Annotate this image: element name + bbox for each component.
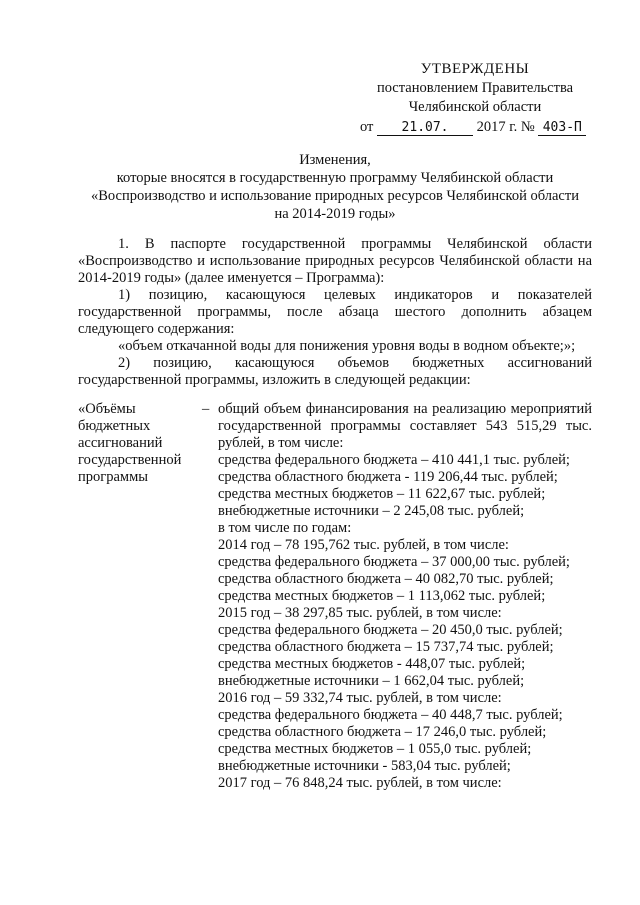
- funding-line: средства федерального бюджета – 40 448,7 тыс. рублей;: [218, 707, 563, 723]
- funding-label: «Объёмы бюджетных ассигнований государственной программы: [78, 401, 182, 485]
- funding-line: 2017 год – 76 848,24 тыс. рублей, в том числе:: [218, 775, 502, 791]
- funding-line: средства областного бюджета – 40 082,70 тыс. рублей;: [218, 571, 554, 587]
- funding-line: средства местных бюджетов – 1 055,0 тыс. рублей;: [218, 741, 532, 757]
- funding-line: внебюджетные источники – 2 245,08 тыс. рублей;: [218, 503, 525, 519]
- heading-line-3: «Воспроизводство и использование природных ресурсов Челябинской области: [91, 188, 579, 204]
- document-heading: [70, 151, 600, 223]
- funding-details: [218, 401, 592, 792]
- handwritten-date: 21.07.: [377, 120, 473, 136]
- heading-line-1: Изменения,: [299, 152, 371, 168]
- approval-block: [360, 60, 590, 137]
- funding-line: внебюджетные источники - 583,04 тыс. рублей;: [218, 758, 511, 774]
- funding-line: средства федерального бюджета – 410 441,1 тыс. рублей;: [218, 452, 570, 468]
- paragraph-3: «объем откачанной воды для понижения уровня воды в водном объекте;»;: [118, 338, 576, 354]
- funding-line: средства федерального бюджета – 20 450,0 тыс. рублей;: [218, 622, 563, 638]
- approval-title: УТВЕРЖДЕНЫ: [420, 61, 530, 77]
- year-text: 2017 г. №: [476, 119, 535, 135]
- approval-date-line: [360, 118, 590, 137]
- approval-line-2: Челябинской области: [408, 99, 542, 115]
- funding-line: средства местных бюджетов – 1 113,062 тыс. рублей;: [218, 588, 546, 604]
- heading-line-4: на 2014-2019 годы»: [274, 206, 396, 222]
- paragraph-2: 1) позицию, касающуюся целевых индикаторов и показателей государственной программы, после абзаца шестого дополнить абзацем следующего содержания:: [78, 287, 592, 337]
- funding-line: средства местных бюджетов - 448,07 тыс. рублей;: [218, 656, 526, 672]
- funding-line: 2016 год – 59 332,74 тыс. рублей, в том числе:: [218, 690, 502, 706]
- approval-line-1: постановлением Правительства: [376, 80, 574, 96]
- funding-line: средства областного бюджета – 15 737,74 тыс. рублей;: [218, 639, 554, 655]
- paragraph-4: 2) позицию, касающуюся объемов бюджетных ассигнований государственной программы, изложить в следующей редакции:: [78, 355, 592, 388]
- funding-line: средства федерального бюджета – 37 000,00 тыс. рублей;: [218, 554, 570, 570]
- funding-dash: –: [202, 401, 210, 417]
- funding-line: 2015 год – 38 297,85 тыс. рублей, в том числе:: [218, 605, 502, 621]
- funding-line: внебюджетные источники – 1 662,04 тыс. рублей;: [218, 673, 525, 689]
- paragraph-1: 1. В паспорте государственной программы Челябинской области «Воспроизводство и использование природных ресурсов Челябинской области на 2014-2019 годы» (далее именуется – Программа):: [78, 236, 592, 286]
- funding-line: общий объем финансирования на реализацию мероприятий государственной программы составляет 543 515,29 тыс. рублей, в том числе:: [218, 401, 592, 451]
- handwritten-number: 403-П: [538, 120, 586, 136]
- date-prefix: от: [360, 119, 374, 135]
- funding-line: 2014 год – 78 195,762 тыс. рублей, в том числе:: [218, 537, 509, 553]
- funding-line: средства местных бюджетов – 11 622,67 тыс. рублей;: [218, 486, 546, 502]
- funding-line: средства областного бюджета - 119 206,44 тыс. рублей;: [218, 469, 558, 485]
- funding-line: в том числе по годам:: [218, 520, 352, 536]
- funding-line: средства областного бюджета – 17 246,0 тыс. рублей;: [218, 724, 547, 740]
- document-body: [78, 236, 592, 389]
- heading-line-2: которые вносятся в государственную программу Челябинской области: [116, 170, 554, 186]
